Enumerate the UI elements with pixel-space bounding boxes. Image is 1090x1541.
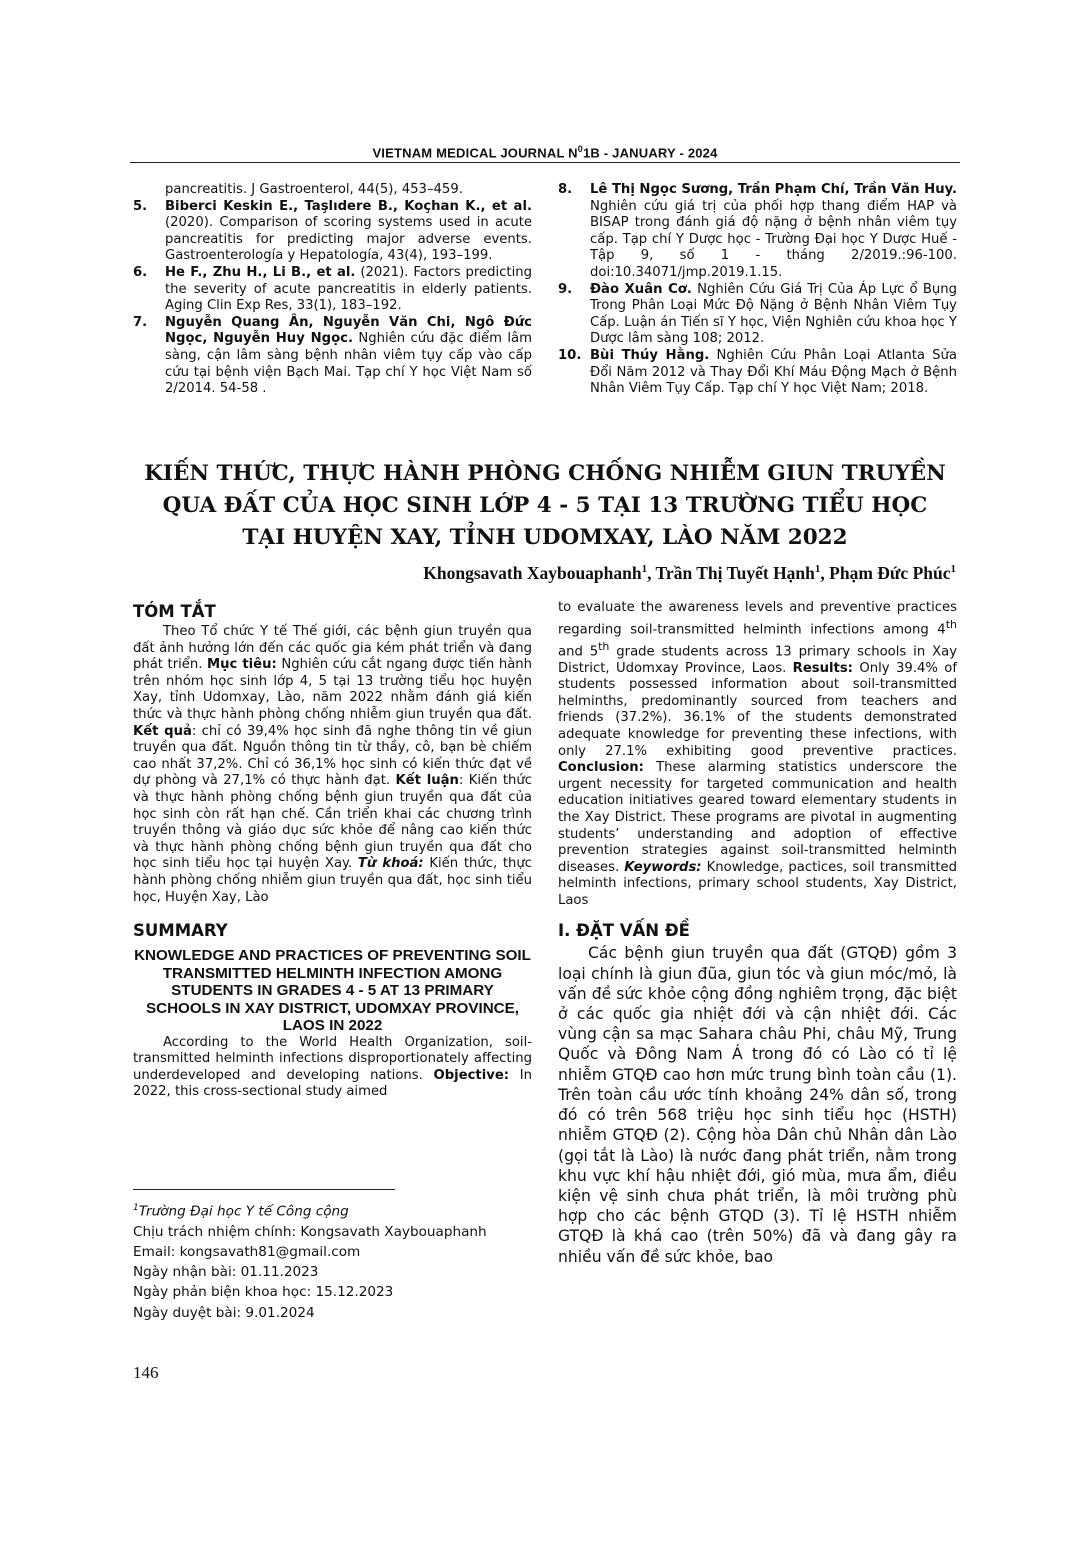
reference-item: 10. Bùi Thúy Hằng. Nghiên Cứu Phân Loại Atlanta Sửa Đổi Năm 2012 và Thay Đổi Khí Máu Động Mạch ở Bệnh Nhân Viêm Tụy Cấp. Tạp chí Y học Việt Nam; 2018.: [558, 347, 957, 397]
introduction-text: Các bệnh giun truyền qua đất (GTQĐ) gồm 3 loại chính là giun đũa, giun tóc và giun móc/mỏ, là vấn đề sức khỏe cộng đồng nghiêm trọng, đặc biệt ở các quốc gia nhiệt đới và cận nhiệt đới. Các vùng cận sa mạc Sahara châu Phi, châu Mỹ, Trung Quốc và Đông Nam Á trong đó có Lào có tỉ lệ nhiễm GTQĐ cao hơn mức trung bình toàn cầu (1). Trên toàn cầu ước tính khoảng 24% dân số, trong đó có trên 568 triệu học sinh tiểu học (HSTH) nhiễm GTQĐ (2). Cộng hòa Dân chủ Nhân dân Lào (gọi tắt là Lào) là nước đang phát triển, nằm trong khu vực khí hậu nhiệt đới, gió mùa, mưa ẩm, điều kiện vệ sinh chưa phát triển, là môi trường phù hợp cho các bệnh GTQD (3). Tỉ lệ HSTH nhiễm GTQĐ là khá cao (trên 50%) đã và đang gây ra nhiều vấn đề sức khỏe, bao: [558, 944, 957, 1266]
abstract-vi-heading: TÓM TẮT: [133, 602, 216, 621]
reference-item: 6. He F., Zhu H., Li B., et al. (2021). Factors predicting the severity of acute pancreatitis in elderly patients. Aging Clin Exp Res, 33(1), 183–192.: [133, 264, 532, 314]
abstract-column-right: [558, 600, 957, 1267]
footnote-received: Ngày nhận bài: 01.11.2023: [133, 1264, 319, 1281]
journal-name: VIETNAM MEDICAL JOURNAL N: [372, 145, 578, 161]
page-number: 146: [133, 1363, 159, 1382]
summary-title: KNOWLEDGE AND PRACTICES OF PREVENTING SOIL TRANSMITTED HELMINTH INFECTION AMONG STUDENTS IN GRADES 4 - 5 AT 13 PRIMARY SCHOOLS IN XAY DISTRICT, UDOMXAY PROVINCE, LAOS IN 2022: [134, 947, 531, 1035]
footnote-rule: [133, 1189, 395, 1190]
footnote-reviewed: Ngày phản biện khoa học: 15.12.2023: [133, 1284, 394, 1301]
introduction-heading: I. ĐẶT VẤN ĐỀ: [558, 921, 690, 941]
article-title: KIẾN THỨC, THỰC HÀNH PHÒNG CHỐNG NHIỄM GIUN TRUYỀN QUA ĐẤT CỦA HỌC SINH LỚP 4 - 5 TẠI 13 TRƯỜNG TIỂU HỌC TẠI HUYỆN XAY, TỈNH UDOMXAY, LÀO NĂM 2022: [144, 461, 946, 550]
summary-text-left: According to the World Health Organization, soil-transmitted helminth infections disproportionately affecting underdeveloped and developing nations. Objective: In 2022, this cross-sectional study aimed: [133, 1034, 532, 1100]
journal-number-sup: 0: [577, 144, 583, 154]
journal-issue: 1B - JANUARY - 2024: [582, 145, 718, 161]
reference-item: 8. Lê Thị Ngọc Sương, Trần Phạm Chí, Trần Văn Huy. Nghiên cứu giá trị của phối hợp thang điểm HAP và BISAP trong đánh giá độ nặng ở bệnh nhân viêm tụy cấp. Tạp chí Y Dược học - Trường Đại học Y Dược Huế - Tập 9, số 1 - tháng 2/2019.:96-100. doi:10.34071/jmp.2019.1.15.: [558, 182, 957, 280]
references-right: [558, 182, 957, 398]
reference-item: 9. Đào Xuân Cơ. Nghiên Cứu Giá Trị Của Áp Lực ổ Bụng Trong Phân Loại Mức Độ Nặng ở Bệnh Nhân Viêm Tụy Cấp. Luận án Tiến sĩ Y học, Viện Nghiên cứu khoa học Y Dược lâm sàng 108; 2012.: [558, 281, 957, 347]
abstract-vi-text: Theo Tổ chức Y tế Thế giới, các bệnh giun truyền qua đất ảnh hưởng lớn đến các quốc gia kém phát triển và đang phát triển. Mục tiêu: Nghiên cứu cắt ngang được tiến hành trên nhóm học sinh lớp 4, 5 tại 13 trường tiểu học huyện Xay, tỉnh Udomxay, Lào, năm 2022 nhằm đánh giá kiến thức và thực hành phòng chống nhiễm giun truyền qua đất. Kết quả: chỉ có 39,4% học sinh đã nghe thông tin về giun truyền qua đất. Nguồn thông tin từ thầy, cô, bạn bè chiếm cao nhất 37,2%. Chỉ có 36,1% học sinh có kiến thức đạt về dự phòng và 27,1% có thực hành đạt. Kết luận: Kiến thức và thực hành phòng chống bệnh giun truyền qua đất của học sinh còn rất hạn chế. Cần triển khai các chương trình truyền thông và giáo dục sức khỏe để nâng cao kiến thức và thực hành phòng chống bệnh giun truyền qua đất cho học sinh tiểu học tại huyện Xay. Từ khoá: Kiến thức, thực hành phòng chống nhiễm giun truyền qua đất, học sinh tiểu học, Huyện Xay, Lào: [133, 624, 532, 905]
footnote-corresponding: Chịu trách nhiệm chính: Kongsavath Xaybouaphanh: [133, 1223, 487, 1240]
footnote-email: Email: kongsavath81@gmail.com: [133, 1243, 361, 1260]
footnote-affiliation: $^1$Trường Đại học Y tế Công cộng: [133, 1203, 349, 1220]
running-header: [130, 144, 960, 160]
reference-item: 7. Nguyễn Quang Ân, Nguyễn Văn Chi, Ngô Đức Ngọc, Nguyễn Huy Ngọc. Nghiên cứu đặc điểm lâm sàng, cận lâm sàng bệnh nhân viêm tụy cấp vào cấp cứu tại bệnh viện Bạch Mai. Tạp chí Y học Việt Nam số 2/2014. 54-58 .: [133, 314, 532, 397]
references-left: [133, 182, 532, 398]
header-rule: [130, 162, 960, 163]
abstract-column-left: [133, 600, 532, 1101]
reference-item: 5. Biberci Keskin E., Taşlıdere B., Koçhan K., et al. (2020). Comparison of scoring systems used in acute pancreatitis for predicting major adverse events. Gastroenterología y Hepatología, 43(4), 193–199.: [133, 198, 532, 264]
author-list: Khongsavath Xaybouaphanh$^1$, Trần Thị Tuyết Hạnh$^1$, Phạm Đức Phúc$^1$: [423, 563, 956, 583]
summary-text-right: to evaluate the awareness levels and preventive practices regarding soil-transmitted helminth infections among 4th and 5th grade students across 13 primary schools in Xay District, Udomxay Province, Laos. Results: Only 39.4% of students possessed information about soil-transmitted helminths, predominantly sourced from teachers and friends (37.2%). 36.1% of the students demonstrated adequate knowledge for preventing these infections, with only 27.1% exhibiting good preventive practices. Conclusion: These alarming statistics underscore the urgent necessity for targeted communication and health education initiatives geared toward elementary students in the Xay District. These programs are pivotal in augmenting students’ understanding and adoption of effective prevention strategies against soil-transmitted helminth diseases. Keywords: Knowledge, pactices, soil transmitted helminth infections, primary school students, Xay District, Laos: [558, 600, 957, 908]
reference-continuation: pancreatitis. J Gastroenterol, 44(5), 453–459.: [165, 182, 463, 197]
summary-heading: SUMMARY: [133, 921, 228, 941]
footnotes: [133, 1198, 533, 1323]
footnote-accepted: Ngày duyệt bài: 9.01.2024: [133, 1304, 315, 1321]
